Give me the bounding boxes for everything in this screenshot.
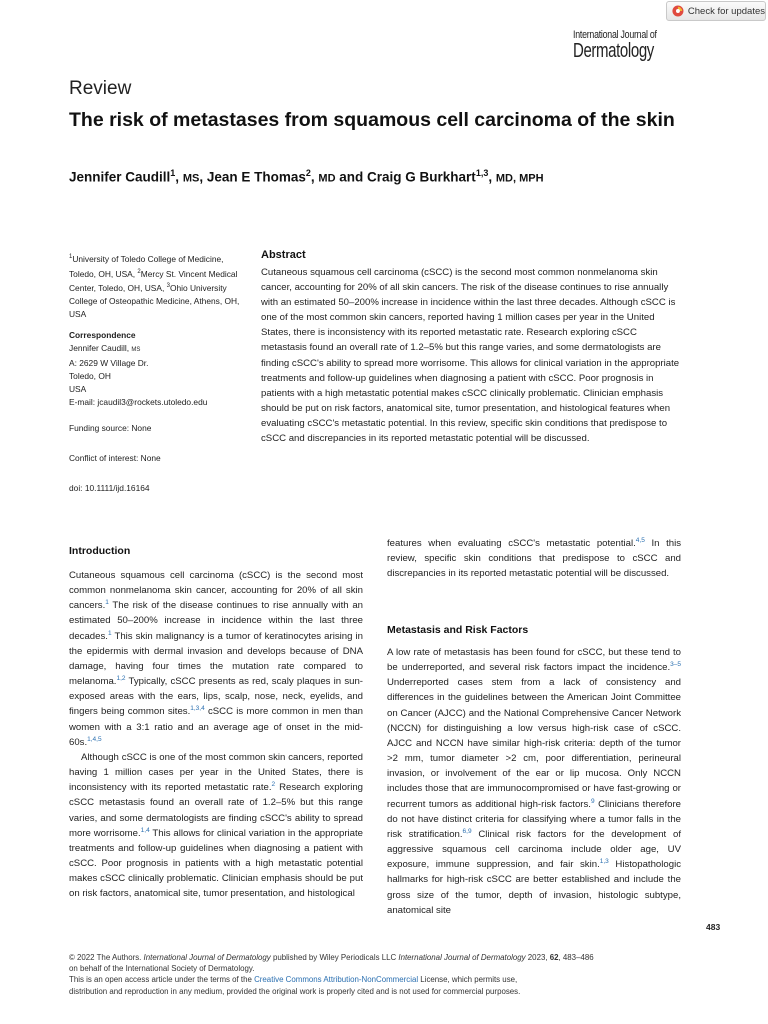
funding-source: Funding source: None [69,423,152,433]
citation-link[interactable]: 9 [590,797,595,805]
metastasis-heading: Metastasis and Risk Factors [387,624,529,636]
correspondence-block [69,329,249,408]
check-for-updates-label: Check for updates [687,5,765,17]
right-column [387,645,681,918]
citation-link[interactable]: 1 [107,629,112,637]
affiliation-3: Ohio University College of Osteopathic Medicine, Athens, OH, USA [69,283,240,320]
introduction-heading: Introduction [69,545,131,557]
citation-link[interactable]: 4,5 [635,536,645,544]
intro-paragraph-2: Although cSCC is one of the most common skin cancers, reported having 1 million cases per year in the United States, there is inconsistency with its reported metastatic rate.$^2$ Research exploring cSCC metastasis found an overall rate of 1.2–5% but this range varies, and some dermatologists are finding cSCC's ability to spread more worrisome.$^{1,4}$ This allows for clinical variation in the appropriate treatments and follow-up guidelines when diagnosing a patient with cSCC. Poor prognosis in patients with a high metastatic potential makes cSCC clinically problematic. Clinician emphasis should be put on risk factors, anatomical site, tumor presentation, and histological [69,751,363,900]
citation-link[interactable]: 1,2 [116,674,126,682]
page-number: 483 [706,922,721,932]
correspondence-address2: Toledo, OH [69,370,111,381]
citation-link[interactable]: 2 [271,781,276,788]
citation-link[interactable]: 1 [105,599,109,607]
citation-link[interactable]: 3–5 [670,660,681,668]
affiliation-2: Mercy St. Vincent Medical Center, Toledo, OH, USA, [69,268,238,294]
abstract-text: Cutaneous squamous cell carcinoma (cSCC) is the second most common nonmelanoma skin cancer, accounting for 20% of all skin cancers. The risk of the disease continues to rise annually with an estimated 50–200% increase in incidence within the last three decades. Although cSCC is one of the most common skin cancers, reported having 1 million cases per year in the United States, there is inconsistency with its reported metastatic rate. Research exploring cSCC metastasis found an overall rate of 1.2–5% but this range varies, and some dermatologists are finding cSCC's ability to spread more worrisome. This allows for clinical variation in the appropriate treatments and follow-up guidelines when diagnosing a patient with cSCC. Poor prognosis in patients with a high metastatic potential makes cSCC clinically problematic. Clinician emphasis should be put on risk factors, anatomical site, tumor presentation, and histological features when evaluating cSCC's metastatic potential. In this review, specific skin conditions that predispose to cSCC and discrepancies in its reported metastatic potential will be discussed. [261,267,680,445]
author-degree: MD [318,172,336,185]
citation-link[interactable]: 1,3 [599,858,609,865]
author-name: Craig G Burkhart [367,169,476,185]
correspondence-email[interactable]: E-mail: jcaudil3@rockets.utoledo.edu [69,396,208,407]
article-type: Review [69,78,132,99]
author-affiliation-sup: 1,3 [475,168,489,178]
journal-logo [573,30,681,61]
affiliations [69,251,249,321]
journal-logo-line1: International Journal of [573,29,657,41]
left-column [69,568,363,901]
conflict-of-interest: Conflict of interest: None [69,453,161,463]
abstract-heading: Abstract [261,249,306,261]
affiliation-1: University of Toledo College of Medicine, Toledo, OH, USA, [69,253,224,279]
author-separator: , [199,169,207,185]
affiliation-sup: 3 [166,283,170,290]
citation-link[interactable]: 1,3,4 [190,705,205,713]
right-column-continuation [387,536,681,581]
footer-line-2: on behalf of the International Society of Dermatology. [69,964,255,974]
license-link[interactable]: Creative Commons Attribution-NonCommercial [254,975,419,985]
copyright-footer [69,952,709,997]
author-degree: MD, MPH [495,172,544,185]
correspondence-address3: USA [69,383,87,394]
affiliation-sup: 1 [69,254,73,260]
citation-link[interactable]: 1,4 [140,826,150,834]
intro-paragraph-2-continued: features when evaluating cSCC's metastatic potential.$^{4,5}$ In this review, specific skin conditions that predispose to cSCC and discrepancies in its reported metastatic potential will be discussed. [387,536,681,580]
author-separator: and [335,169,368,185]
author-name: Jennifer Caudill [69,169,171,185]
metastasis-paragraph-1: A low rate of metastasis has been found for cSCC, but these tend to be underreported, and several risk factors impact the incidence.$^{3-5}$ Underreported cases stem from a lack of consistency and differences in the guidelines between the American Joint Committee on Cancer (AJCC) and the National Comprehensive Cancer Network (NCCN) for distinguishing a low versus high-risk case of cSCC. AJCC and NCCN have similar high-risk criteria: depth of the tumor >2 mm, tumor diameter >2 cm, poor differentiation, perineural invasion, or involvement of the ear or lip mucosa. Only NCCN includes those that are immunocompromised or have fast-growing or recurrent tumors as additional high-risk factors.$^9$ Clinicians therefore do not have distinct criteria for classifying where a tumor falls in the risk stratification.$^{6,9}$ Clinical risk factors for the development of aggressive squamous cell carcinoma include older age, UV exposure, immune suppression, and fair skin.$^{1,3}$ Histopathologic hallmarks for high-risk cSCC are better established and include the gross size of the tumor, depth of invasion, histologic subtype, anatomical site [387,647,682,916]
doi-link[interactable]: doi: 10.1111/ijd.16164 [69,483,150,493]
affiliation-sup: 2 [137,268,141,275]
footer-line-4: distribution and reproduction in any medium, provided the original work is properly cited and is not used for commercial purposes. [69,986,521,996]
footer-line-1: © 2022 The Authors. International Journal of Dermatology published by Wiley Periodicals LLC International Journal of Dermatology 2023, 62, 483–486 [69,953,594,962]
author-name: Jean E Thomas [206,169,306,185]
correspondence-address1: A: 2629 W Village Dr. [69,357,149,368]
check-for-updates-button[interactable] [666,1,766,21]
author-list: Jennifer Caudill$^1$, MS, Jean E Thomas$^2$, MD and Craig G Burkhart$^{1,3}$, MD, MPH [69,168,544,185]
article-title: The risk of metastases from squamous cell carcinoma of the skin [69,109,675,131]
journal-logo-line2: Dermatology [573,40,655,62]
intro-paragraph-1: Cutaneous squamous cell carcinoma (cSCC) is the second most common nonmelanoma skin cancer, accounting for 20% of all skin cancers.$^1$ The risk of the disease continues to rise annually with an estimated 50–200% increase in incidence within the last three decades.$^1$ This skin malignancy is a tumor of keratinocytes arising in the epidermis with dermal invasion and develops because of DNA damage, having four times the mutation rate compared to melanoma.$^{1,2}$ Typically, cSCC presents as red, scaly plaques in sun-exposed areas with the ears, lips, scalp, nose, neck, eyelids, and fingers being common sites.$^{1,3,4}$ cSCC is more common in men than women with a 3:1 ratio and an average age of onset in the mid-60s.$^{1,4,5}$ [69,570,363,748]
author-affiliation-sup: 1 [170,168,176,178]
footer-line-3: This is an open access article under the terms of the Creative Commons Attribution-NonCommercial License, which permits use, [69,975,518,985]
crossmark-icon [672,4,684,18]
citation-link[interactable]: 6,9 [462,827,472,835]
citation-link[interactable]: 1,4,5 [87,735,102,743]
correspondence-heading: Correspondence [69,330,136,340]
author-degree: MS [182,172,200,185]
author-affiliation-sup: 2 [305,168,311,178]
correspondence-name: Jennifer Caudill, MS [69,342,141,353]
